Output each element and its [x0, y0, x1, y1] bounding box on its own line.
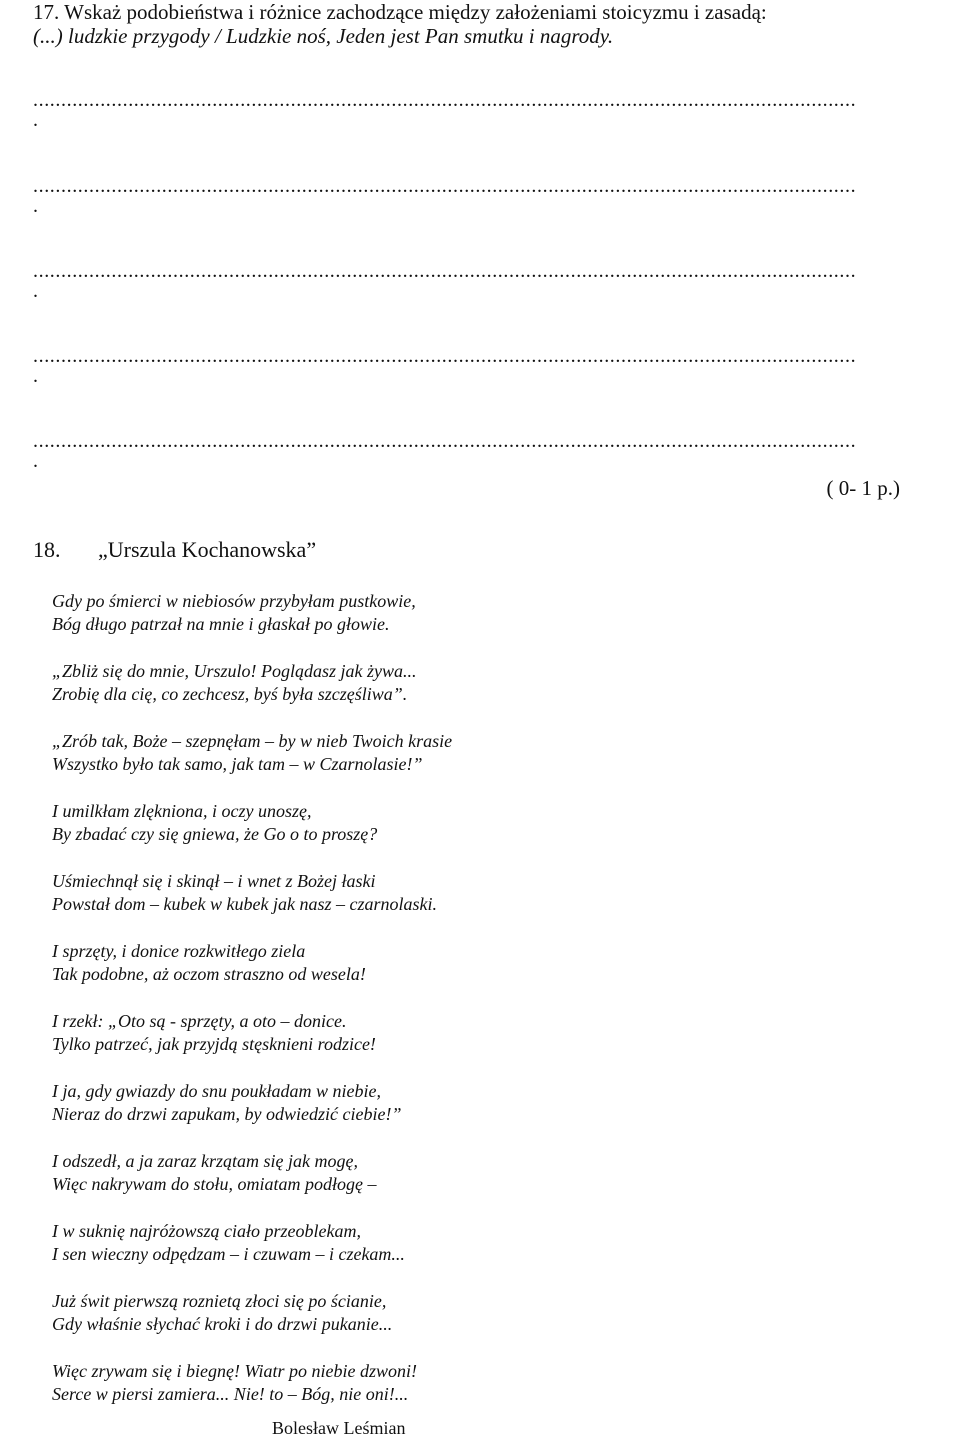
poem-line: I odszedł, a ja zaraz krzątam się jak mogę,	[52, 1151, 358, 1171]
poem-line: Już świt pierwszą roznietą złoci się po ścianie,	[52, 1291, 387, 1311]
poem-line: „Zbliż się do mnie, Urszulo! Poglądasz jak żywa...	[52, 661, 417, 681]
answer-line-3	[33, 261, 953, 301]
poem-line: Wszystko było tak samo, jak tam – w Czarnolasie!”	[52, 753, 423, 774]
answer-dots: ...................................................................................................................................................	[33, 346, 857, 366]
question-18	[33, 537, 316, 563]
answer-dot-end: .	[33, 195, 38, 217]
poem-body	[52, 590, 912, 1405]
poem-line: Więc nakrywam do stołu, omiatam podłogę –	[52, 1173, 377, 1194]
poem-line: Tak podobne, aż oczom straszno od wesela!	[52, 963, 366, 984]
poem-line: I ja, gdy gwiazdy do snu poukładam w niebie,	[52, 1081, 381, 1101]
poem-stanza	[52, 730, 912, 775]
poem-stanza	[52, 870, 912, 915]
poem-title: „Urszula Kochanowska”	[98, 537, 317, 562]
answer-dot-end: .	[33, 450, 38, 472]
poem-line: Serce w piersi zamiera... Nie! to – Bóg, nie oni!...	[52, 1383, 409, 1404]
poem-line: I umilkłam zlękniona, i oczy unoszę,	[52, 801, 312, 821]
poem-line: Zrobię dla cię, co zechcesz, byś była szczęśliwa”.	[52, 683, 408, 704]
answer-dot-end: .	[33, 280, 38, 302]
answer-dots: ...................................................................................................................................................	[33, 90, 857, 110]
answer-dot-end: .	[33, 109, 38, 131]
poem-author: Bolesław Leśmian	[272, 1418, 406, 1438]
answer-dots: ...................................................................................................................................................	[33, 176, 857, 196]
poem-line: I rzekł: „Oto są - sprzęty, a oto – donice.	[52, 1011, 347, 1031]
points-label: ( 0- 1 p.)	[826, 476, 900, 500]
poem-stanza	[52, 1290, 912, 1335]
poem-line: Gdy po śmierci w niebiosów przybyłam pustkowie,	[52, 591, 416, 611]
poem-stanza	[52, 660, 912, 705]
poem-line: „Zrób tak, Boże – szepnęłam – by w nieb Twoich krasie	[52, 731, 453, 751]
poem-stanza	[52, 1080, 912, 1125]
poem-line: Więc zrywam się i biegnę! Wiatr po niebie dzwoni!	[52, 1361, 417, 1381]
answer-line-2	[33, 176, 953, 216]
poem-line: By zbadać czy się gniewa, że Go o to proszę?	[52, 823, 378, 844]
answer-dots: ...................................................................................................................................................	[33, 261, 857, 281]
poem-line: I sprzęty, i donice rozkwitłego ziela	[52, 941, 306, 961]
poem-stanza	[52, 590, 912, 635]
poem-line: Powstał dom – kubek w kubek jak nasz – czarnolaski.	[52, 893, 437, 914]
poem-line: Tylko patrzeć, jak przyjdą stęsknieni rodzice!	[52, 1033, 376, 1054]
poem-stanza	[52, 1010, 912, 1055]
question-17-number: 17.	[33, 0, 60, 24]
poem-stanza	[52, 800, 912, 845]
poem-line: I w suknię najróżowszą ciało przeoblekam,	[52, 1221, 361, 1241]
poem-line: Gdy właśnie słychać kroki i do drzwi pukanie...	[52, 1313, 393, 1334]
answer-dot-end: .	[33, 365, 38, 387]
poem-line: Uśmiechnął się i skinął – i wnet z Bożej łaski	[52, 871, 376, 891]
poem-stanza	[52, 940, 912, 985]
question-17-text: Wskaż podobieństwa i różnice zachodzące między założeniami stoicyzmu i zasadą:	[64, 0, 767, 24]
answer-line-5	[33, 431, 953, 471]
poem-stanza	[52, 1360, 912, 1405]
question-18-number: 18.	[33, 537, 61, 562]
poem-line: Bóg długo patrzał na mnie i głaskał po głowie.	[52, 613, 390, 634]
answer-line-4	[33, 346, 953, 386]
answer-line-1	[33, 90, 953, 130]
question-17-line-1	[33, 0, 953, 24]
question-17	[33, 0, 953, 48]
question-17-quote: (...) ludzkie przygody / Ludzkie noś, Jeden jest Pan smutku i nagrody.	[33, 24, 614, 48]
poem-stanza	[52, 1220, 912, 1265]
poem-line: Nieraz do drzwi zapukam, by odwiedzić ciebie!”	[52, 1103, 402, 1124]
poem-line: I sen wieczny odpędzam – i czuwam – i czekam...	[52, 1243, 405, 1264]
answer-dots: ...................................................................................................................................................	[33, 431, 857, 451]
poem-stanza	[52, 1150, 912, 1195]
